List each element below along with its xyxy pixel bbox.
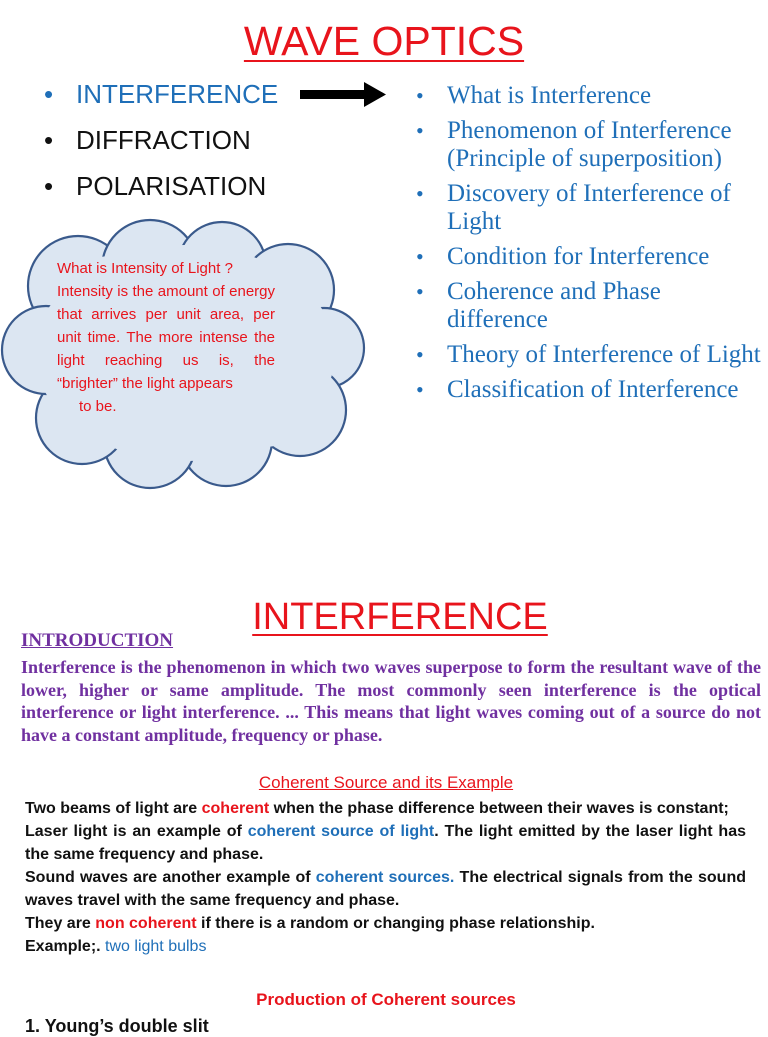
intensity-question: What is Intensity of Light ? (57, 260, 233, 277)
slide-title-wave-optics: WAVE OPTICS (243, 18, 525, 64)
bullet-icon: • (416, 83, 424, 108)
intensity-callout-text (57, 257, 275, 418)
bullet-icon: • (416, 244, 424, 269)
introduction-paragraph: Interference is the phenomenon in which two waves superpose to form the resultant wave of the lower, higher or same amplitude. The most commonly seen interference is the optical interference or light interference. ... This means that light waves coming out of a source do not have a constant amplitude, frequency or phase. (21, 657, 761, 745)
topic-list (44, 78, 278, 216)
bullet-icon: • (416, 279, 424, 304)
production-heading: Production of Coherent sources (256, 990, 516, 1009)
bullet-icon: • (416, 377, 424, 402)
term-coherent: coherent (201, 800, 270, 817)
coherent-source-body (25, 797, 746, 958)
topic-item-interference: • INTERFERENCE (44, 79, 279, 109)
term-non-coherent: non coherent (95, 915, 197, 932)
term-two-light-bulbs: two light bulbs (105, 938, 207, 955)
slide-title-interference: INTERFERENCE (252, 596, 548, 638)
topic-item-diffraction: • DIFFRACTION (44, 125, 251, 155)
subtopic-list (416, 82, 766, 411)
intensity-definition: Intensity is the amount of energy that arrives per unit area, per unit time. The more intense the light reaching us is, the “brighter” the light appears (57, 283, 275, 392)
example-line: Example;. two light bulbs (25, 938, 207, 955)
bullet-icon: • (416, 118, 424, 143)
laser-example-line: Laser light is an example of coherent source of light. The light emitted by the laser light has the same frequency and phase. (25, 823, 746, 863)
subtopic-item: • What is Interference (416, 82, 652, 109)
introduction-heading: INTRODUCTION (21, 630, 174, 651)
bullet-icon: • (44, 171, 54, 201)
bullet-icon: • (416, 181, 424, 206)
subtopic-item: • Theory of Interference of Light (416, 341, 761, 368)
non-coherent-line: They are non coherent if there is a random or changing phase relationship. (25, 915, 595, 932)
right-arrow-icon (300, 80, 390, 110)
bullet-icon: • (44, 125, 54, 155)
topic-item-polarisation: • POLARISATION (44, 171, 267, 201)
subtopic-item: • Condition for Interference (416, 243, 710, 270)
term-coherent-sources: coherent sources. (315, 869, 455, 886)
subtopic-item: • Classification of Interference (416, 376, 739, 403)
subtopic-item: • Discovery of Interference of Light (416, 180, 731, 235)
coherent-definition-line: Two beams of light are coherent when the phase difference between their waves is constant; (25, 800, 729, 817)
sound-example-line: Sound waves are another example of coherent sources. The electrical signals from the sound waves travel with the same frequency and phase. (25, 869, 747, 909)
cut-off-list-item: 1. Young’s double slit (25, 1016, 209, 1036)
bullet-icon: • (416, 342, 424, 367)
intensity-definition-tail: to be. (79, 398, 117, 415)
term-coherent-source-of-light: coherent source of light (247, 823, 435, 840)
bullet-icon: • (44, 79, 54, 109)
subtopic-item: • Phenomenon of Interference (Principle of superposition) (416, 117, 732, 172)
subtopic-item: • Coherence and Phase difference (416, 278, 661, 333)
coherent-source-heading: Coherent Source and its Example (258, 773, 514, 792)
